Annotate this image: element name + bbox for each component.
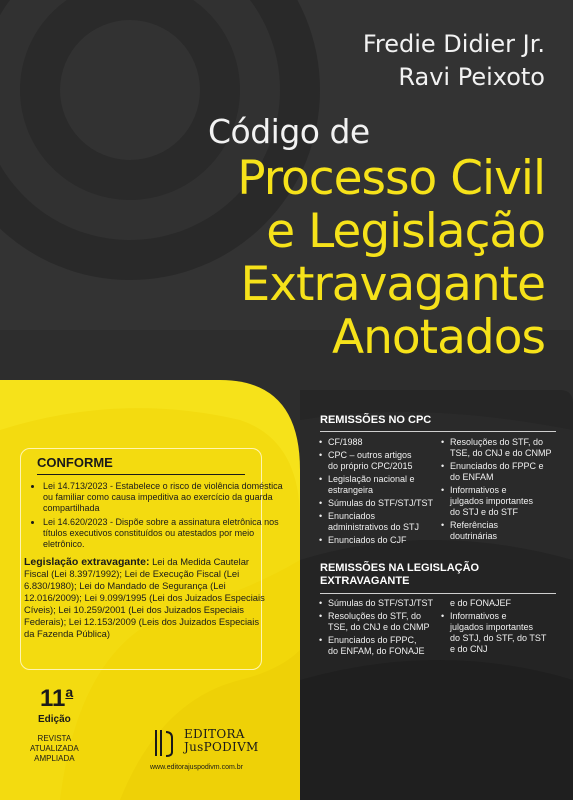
remissoes-cpc-heading: REMISSÕES NO CPC xyxy=(320,414,432,426)
edition-label: Edição xyxy=(38,714,71,725)
divider xyxy=(37,474,245,475)
list-item: do ENFAM, do FONAJE xyxy=(328,646,425,656)
list-item: • Informativos e xyxy=(450,485,573,496)
conforme-list xyxy=(29,481,287,553)
title-line: Processo Civil xyxy=(237,151,545,206)
title-prefix: Código de xyxy=(208,112,370,151)
edition-note: AMPLIADA xyxy=(34,754,75,763)
title-line: Extravagante xyxy=(240,257,545,312)
list-item: • Resoluções do STF, do xyxy=(450,437,573,448)
list-item: TSE, do CNJ e do CNMP xyxy=(450,448,552,458)
publisher-name-line: EDITORA xyxy=(184,727,245,741)
list-item: • CPC – outros artigos xyxy=(328,450,440,461)
edition-note: ATUALIZADA xyxy=(30,744,79,753)
list-item: TSE, do CNJ e do CNMP xyxy=(328,622,430,632)
list-item: • Legislação nacional e xyxy=(328,474,440,485)
list-item: e do FONAJEF xyxy=(450,598,512,608)
edition-note: REVISTA xyxy=(37,734,72,743)
list-item: estrangeira xyxy=(328,485,374,495)
list-item: • Referências xyxy=(450,520,573,531)
list-item: • Súmulas do STF/STJ/TST xyxy=(328,498,440,509)
publisher-emblem-icon xyxy=(152,728,178,758)
publisher-name-line: JusPODIVM xyxy=(184,740,259,754)
author-name: Fredie Didier Jr. xyxy=(362,30,545,58)
remissoes-leg-heading xyxy=(320,562,479,588)
list-item: • CF/1988 xyxy=(328,437,440,448)
remissoes-leg-col1 xyxy=(318,598,446,659)
list-item: • Resoluções do STF, do xyxy=(328,611,446,622)
author-name: Ravi Peixoto xyxy=(398,63,545,91)
book-title xyxy=(237,152,545,364)
edition-ordinal: a xyxy=(65,684,74,700)
list-item: do STJ, do STF, do TST xyxy=(450,633,547,643)
remissoes-cpc-col2 xyxy=(440,437,573,544)
list-item: e do CNJ xyxy=(450,644,488,654)
heading-line: REMISSÕES NA LEGISLAÇÃO xyxy=(320,562,480,574)
list-item: julgados importantes xyxy=(450,622,534,632)
list-item: • Lei 14.713/2023 - Estabelece o risco de violência doméstica ou familiar como causa impeditiva ao exercício da guarda compartilhada xyxy=(43,481,287,514)
title-line: e Legislação xyxy=(266,204,545,259)
divider xyxy=(320,593,556,594)
legislacao-text: Lei da Medida Cautelar Fiscal (Lei 8.397/1992); Lei de Execução Fiscal (Lei 6.830/1980); Lei do Mandado de Segurança (Lei 12.016/2009); Lei 9.099/1995 (Lei dos Juizados Especiais Cíveis); Lei 10.259/2001 (Lei dos Juizados Especiais Federais); Lei 12.153/2009 (Leis dos Juizados Especiais da Fazenda Pública) xyxy=(24,556,265,639)
list-item: doutrinárias xyxy=(450,531,498,541)
list-item: • Enunciados do CJF xyxy=(328,535,440,546)
list-item: julgados importantes xyxy=(450,496,534,506)
divider xyxy=(320,431,556,432)
list-item: do STJ e do STF xyxy=(450,507,519,517)
authors-block xyxy=(363,28,545,94)
title-line: Anotados xyxy=(331,310,545,365)
publisher-name xyxy=(184,728,274,754)
remissoes-leg-col2 xyxy=(440,598,573,657)
legislacao-label: Legislação extravagante: xyxy=(24,556,150,568)
legislacao-extravagante xyxy=(24,556,272,640)
list-item: • Informativos e xyxy=(450,611,573,622)
list-item: • Enunciados do FPPC e xyxy=(450,461,573,472)
list-item: • Enunciados do FPPC, xyxy=(328,635,446,646)
edition-notes xyxy=(30,734,79,764)
list-item: • Súmulas do STF/STJ/TST xyxy=(328,598,446,609)
edition-digits: 11 xyxy=(40,685,66,712)
list-item: do ENFAM xyxy=(450,472,494,482)
list-item: • Lei 14.620/2023 - Dispõe sobre a assinatura eletrônica nos títulos executivos constituídos ou atestados por meio eletrônico. xyxy=(43,517,287,550)
list-item: • Enunciados xyxy=(328,511,440,522)
conforme-heading: CONFORME xyxy=(37,455,113,470)
edition-number xyxy=(40,684,73,713)
heading-line: EXTRAVAGANTE xyxy=(320,575,410,587)
remissoes-cpc-col1 xyxy=(318,437,440,548)
list-item: administrativos do STJ xyxy=(328,522,420,532)
publisher-url: www.editorajuspodivm.com.br xyxy=(150,764,243,771)
list-item: do próprio CPC/2015 xyxy=(328,461,413,471)
